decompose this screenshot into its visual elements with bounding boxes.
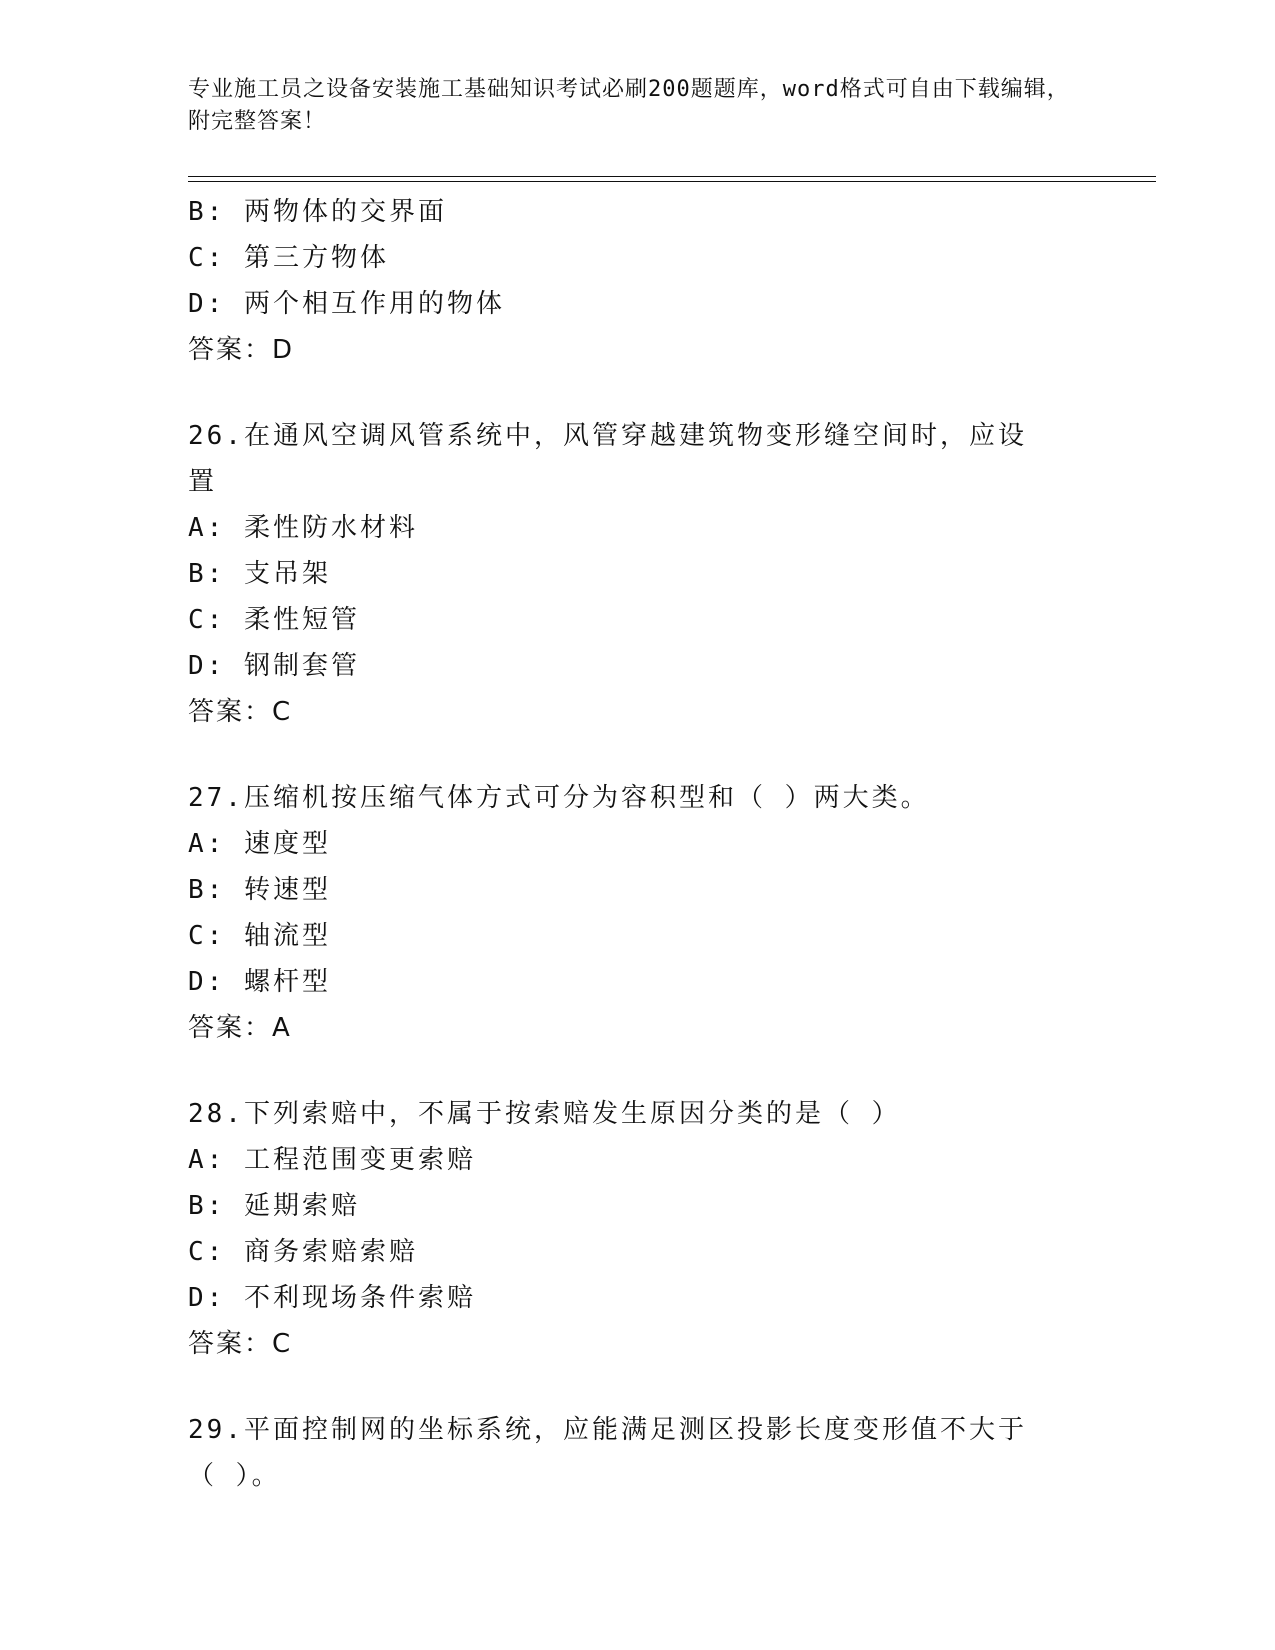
question-block-28 (188, 1091, 1148, 1367)
option-b: B: 两物体的交界面 (188, 197, 447, 227)
header-rule-top (188, 176, 1156, 177)
option-b: B: 支吊架 (188, 559, 331, 589)
question-title: 28.下列索赔中，不属于按索赔发生原因分类的是（ ） (188, 1099, 901, 1129)
option-c: C: 商务索赔索赔 (188, 1237, 418, 1267)
document-header: 专业施工员之设备安装施工基础知识考试必刷200题题库，word格式可自由下载编辑，附完整答案！ (188, 77, 1070, 134)
option-b: B: 转速型 (188, 875, 331, 905)
question-title: 27.压缩机按压缩气体方式可分为容积型和（ ）两大类。 (188, 783, 930, 813)
answer-label: 答案：C (188, 697, 293, 727)
option-a: A: 工程范围变更索赔 (188, 1145, 476, 1175)
answer-label: 答案：C (188, 1329, 293, 1359)
answer-label: 答案：D (188, 335, 295, 365)
question-block-25 (188, 189, 1148, 373)
option-d: D: 不利现场条件索赔 (188, 1283, 476, 1313)
option-c: C: 轴流型 (188, 921, 331, 951)
option-d: D: 两个相互作用的物体 (188, 289, 505, 319)
option-d: D: 螺杆型 (188, 967, 331, 997)
question-block-26 (188, 413, 1148, 735)
option-c: C: 柔性短管 (188, 605, 360, 635)
header-rule-bottom (188, 181, 1156, 182)
option-a: A: 速度型 (188, 829, 331, 859)
option-b: B: 延期索赔 (188, 1191, 360, 1221)
option-a: A: 柔性防水材料 (188, 513, 418, 543)
question-block-27 (188, 775, 1148, 1051)
answer-label: 答案：A (188, 1013, 292, 1043)
option-d: D: 钢制套管 (188, 651, 360, 681)
option-c: C: 第三方物体 (188, 243, 389, 273)
question-list (188, 189, 1148, 1499)
question-title: 29.平面控制网的坐标系统，应能满足测区投影长度变形值不大于（ ）。 (188, 1415, 1027, 1491)
question-block-29 (188, 1407, 1148, 1499)
question-title: 26.在通风空调风管系统中，风管穿越建筑物变形缝空间时，应设置 (188, 421, 1027, 497)
